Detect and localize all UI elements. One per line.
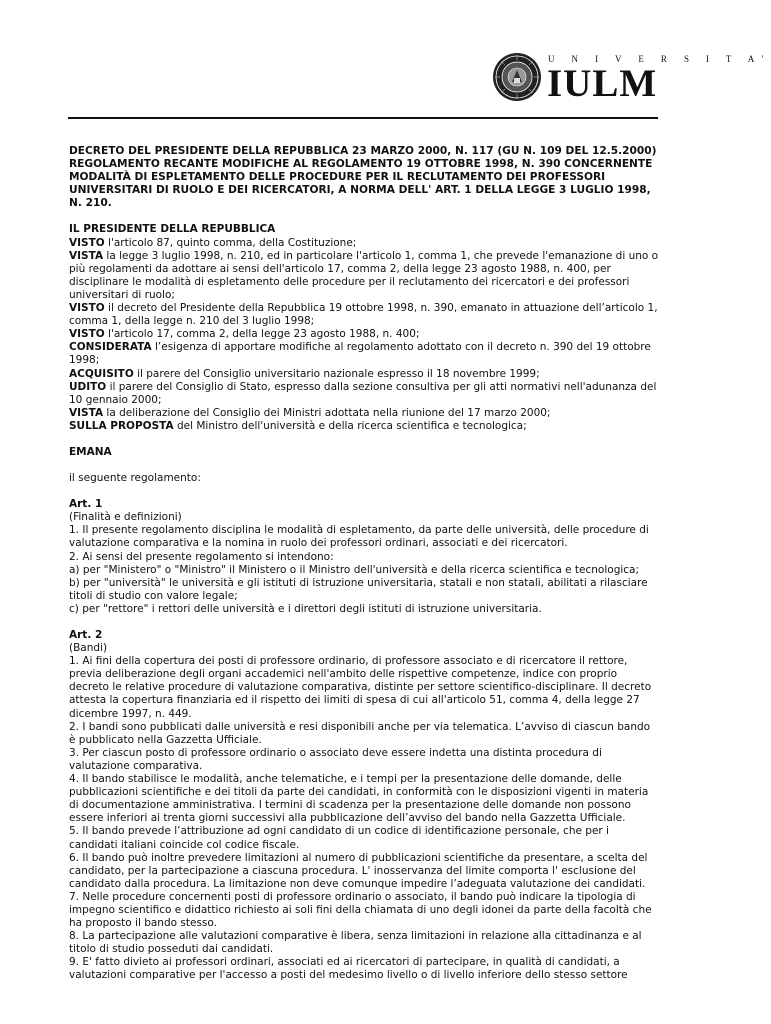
preamble-keyword: CONSIDERATA [69,341,152,354]
emana-heading: EMANA [69,445,112,458]
preamble-item [69,341,659,367]
preamble-text: il parere del Consiglio di Stato, espresso dalla sezione consultiva per gli atti normativi nell'adunanza del 10 gennaio 2000; [69,380,657,406]
article-subtitle: (Bandi) [69,642,108,655]
spacer [69,616,659,629]
preamble-item [69,302,659,328]
article-1 [69,498,659,616]
preamble-text: la deliberazione del Consiglio dei Ministri adottata nella riunione del 17 marzo 2000; [103,406,551,419]
article-paragraph: c) per "rettore" i rettori delle università e i direttori degli istituti di istruzione universitaria. [69,602,542,615]
article-title: Art. 2 [69,629,103,641]
article-title: Art. 1 [69,498,103,511]
preamble-keyword: UDITO [69,380,107,393]
preamble-keyword: VISTO [69,302,105,315]
preamble-item [69,328,659,341]
article-paragraph: 5. Il bando prevede l’attribuzione ad ogni candidato di un codice di identificazione personale, che per i candidati italiani coincide col codice fiscale. [69,825,609,851]
preamble-item [69,250,659,302]
university-seal-icon [492,52,542,102]
preamble-text: il parere del Consiglio universitario nazionale espresso il 18 novembre 1999; [133,367,540,380]
article-paragraph: 7. Nelle procedure concernenti posti di professore ordinario o associato, il bando può indicare la tipologia di impegno scientifico e didattico richiesto ai soli fini della chiamata di uno degli idonei da parte della facoltà che ha proposto il bando stesso. [69,890,652,930]
article-paragraph: 6. Il bando può inoltre prevedere limitazioni al numero di pubblicazioni scientifiche da presentare, a scelta del candidato, per la partecipazione a ciascuna procedura. L' inosservanza del limite comporta l' esclusione del candidato dalla procedura. La limitazione non deve comunque impedire l’adeguata valutazione dei candidati. [69,851,648,890]
preamble-item [69,237,659,250]
university-logo [492,52,771,105]
spacer [69,459,659,472]
document-body [69,145,659,983]
article-paragraph: 8. La partecipazione alle valutazioni comparative è libera, senza limitazioni in relazione alla cittadinanza e al titolo di studio posseduti dai candidati. [69,930,642,956]
article-paragraph: a) per "Ministero" o "Ministro" il Ministero o il Ministro dell'università e della ricerca scientifica e tecnologica; [69,563,640,576]
article-paragraph: 1. Ai fini della copertura dei posti di professore ordinario, di professore associato e di ricercatore il rettore, previa deliberazione degli organi accademici nell'ambito delle rispettive competenze, indice con proprio decreto le relative procedure di valutazione comparativa, distinte per settore scientifico-disciplinare. Il decreto attesta la copertura finanziaria ed il rispetto dei limiti di spesa di cui all'articolo 51, comma 4, della legge 27 dicembre 1997, n. 449. [69,655,652,720]
intro-text: il seguente regolamento: [69,472,201,485]
preamble-keyword: VISTO [69,328,105,341]
preamble-keyword: VISTA [69,249,104,262]
article-paragraph: 4. Il bando stabilisce le modalità, anche telematiche, e i tempi per la presentazione delle domande, delle pubblicazioni scientifiche e dei titoli da parte dei candidati, in conformità con le disposizioni vigenti in materia di documentazione amministrativa. I termini di scadenza per la presentazione delle domande non possono essere inferiori ai trenta giorni successivi alla pubblicazione dell’avviso del bando nella Gazzetta Ufficiale. [69,773,649,825]
preamble-item [69,407,659,420]
preamble-text: il decreto del Presidente della Repubblica 19 ottobre 1998, n. 390, emanato in attuazione dell’articolo 1, comma 1, della legge n. 210 del 3 luglio 1998; [69,302,658,328]
preamble-keyword: VISTA [69,406,104,419]
article-paragraph: 9. E' fatto divieto ai professori ordinari, associati ed ai ricercatori di partecipare, in qualità di candidati, a valutazioni comparative per l'accesso a posti del medesimo livello o di livello inferiore dello stesso settore [69,956,628,982]
article-2 [69,629,659,983]
preamble-item [69,368,659,381]
document-title: DECRETO DEL PRESIDENTE DELLA REPUBBLICA 23 MARZO 2000, N. 117 (GU N. 109 DEL 12.5.2000) REGOLAMENTO RECANTE MODIFICHE AL REGOLAMENTO 19 OTTOBRE 1998, N. 390 CONCERNENTE MODALITÀ DI ESPLETAMENTO DELLE PROCEDURE PER IL RECLUTAMENTO DEI PROFESSORI UNIVERSITARI DI RUOLO E DEI RICERCATORI, A NORMA DELL' ART. 1 DELLA LEGGE 3 LUGLIO 1998, N. 210. [69,145,657,210]
preamble-text: la legge 3 luglio 1998, n. 210, ed in particolare l'articolo 1, comma 1, che prevede l'emanazione di uno o più regolamenti da adottare ai sensi dell'articolo 17, comma 2, della legge 23 agosto 1988, n. 400, per disciplinare le modalità di espletamento delle procedure per il reclutamento dei ricercatori e dei professori universitari di ruolo; [69,249,659,301]
president-heading: IL PRESIDENTE DELLA REPUBBLICA [69,223,276,236]
preamble-item [69,420,659,433]
preamble-item [69,381,659,407]
article-subtitle: (Finalità e definizioni) [69,511,182,524]
preamble-keyword: ACQUISITO [69,367,134,380]
article-paragraph: b) per "università" le università e gli istituti di istruzione universitaria, statali e non statali, abilitati a rilasciare titoli di studio con valore legale; [69,576,648,602]
article-paragraph: 2. Ai sensi del presente regolamento si intendono: [69,550,334,563]
logo-university-word: U N I V E R S I T A' [548,54,771,64]
article-paragraph: 1. Il presente regolamento disciplina le modalità di espletamento, da parte delle università, delle procedure di valutazione comparativa e la nomina in ruolo dei professori ordinari, associati e dei ricercatori. [69,524,649,550]
logo-name: IULM [547,62,658,105]
header-divider [68,117,658,119]
article-paragraph: 3. Per ciascun posto di professore ordinario o associato deve essere indetta una distinta procedura di valutazione comparativa. [69,746,602,772]
spacer [69,485,659,498]
spacer [69,433,659,446]
preamble-text: l'articolo 17, comma 2, della legge 23 agosto 1988, n. 400; [104,328,420,341]
preamble [69,237,659,433]
article-paragraph: 2. I bandi sono pubblicati dalle università e resi disponibili anche per via telematica. L’avviso di ciascun bando è pubblicato nella Gazzetta Ufficiale. [69,720,651,746]
preamble-text: del Ministro dell'università e della ricerca scientifica e tecnologica; [173,419,527,432]
preamble-text: l’esigenza di apportare modifiche al regolamento adottato con il decreto n. 390 del 19 ottobre 1998; [69,341,651,367]
preamble-text: l'articolo 87, quinto comma, della Costituzione; [104,236,357,249]
preamble-keyword: SULLA PROPOSTA [69,419,174,432]
preamble-keyword: VISTO [69,236,105,249]
